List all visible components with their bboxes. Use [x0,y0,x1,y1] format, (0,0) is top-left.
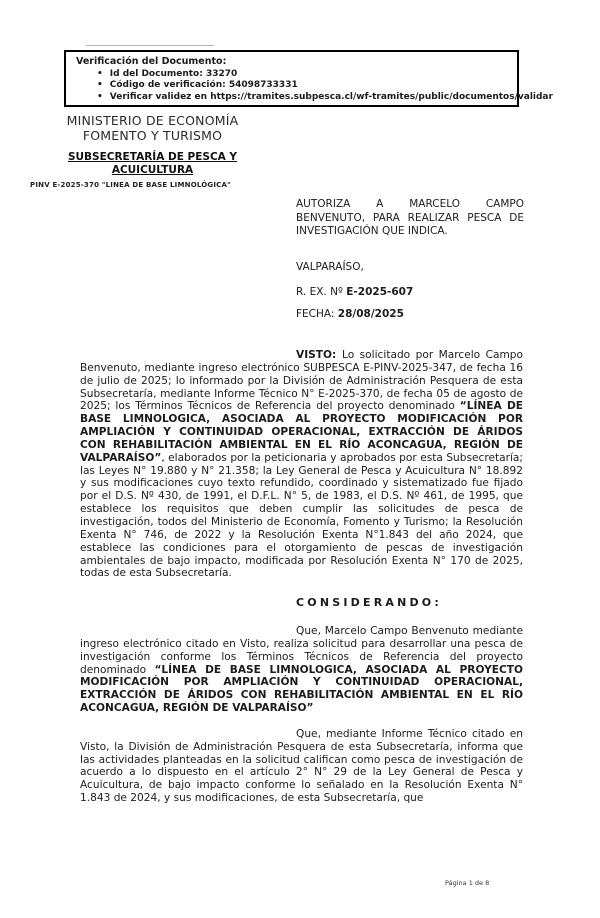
considerando-heading: CONSIDERANDO: [296,596,442,610]
date-value: 28/08/2025 [337,308,404,320]
date-line [296,308,404,320]
ministry-header [45,113,260,143]
resolution-number: E-2025-607 [346,286,414,298]
resolution-number-line [296,286,413,298]
verification-item-url: • Verificar validez en https://tramites.subpesca.cl/wf-tramites/public/documentos/validar [110,92,511,104]
ministry-line-1: MINISTERIO DE ECONOMÍA [66,113,239,128]
visto-paragraph [80,349,523,580]
resolution-label: R. EX. Nº [296,286,347,298]
visto-text-2: , elaborados por la peticionaria y aprobados por esta Subsecretaría; las Leyes N° 19.880 y N° 21.358; la Ley General de Pesca y Acuicultura N° 18.892 y sus modificaciones cuyo texto refundido, coordinado y sistematizado fue fijado por el D.S. Nº 430, de 1991, el D.F.L. N° 5, de 1983, el D.S. Nº 461, de 1995, que establece los requisitos que deben cumplir las solicitudes de pesca de investigación, todos del Ministerio de Economía, Fomento y Turismo; la Resolución Exenta N° 746, de 2022 y la Resolución Exenta N°1.843 del año 2024, que establece las condiciones para el otorgamiento de pescas de investigación ambientales de bajo impacto, modificada por Resolución Exenta N° 170 de 2025, todas de esta Subsecretaría. [80,451,523,580]
city-line: VALPARAÍSO, [296,261,364,273]
considerando-1-text: Que, Marcelo Campo Benvenuto mediante ingreso electrónico citado en Visto, realiza solicitud para desarrollar una pesca de investigación conforme los Términos Técnicos de Referencia del proyecto denominado [80,625,523,676]
project-reference: PINV E-2025-370 "LINEA DE BASE LIMNOLÓGICA" [30,181,231,189]
ministry-line-2: FOMENTO Y TURISMO [82,128,223,143]
subsecretaria-line-2: ACUICULTURA [111,164,194,176]
page-number: Página 1 de 8 [445,879,490,887]
verification-item-document-id: • Id del Documento: 33270 [110,69,511,81]
verification-title: Verificación del Documento: [76,56,227,67]
visto-project-title: “LÍNEA DE BASE LIMNOLOGICA, ASOCIADA AL PROYECTO MODIFICACIÓN POR AMPLIACIÓN Y CONTINUIDAD OPERACIONAL, EXTRACCIÓN DE ÁRIDOS CON REHABILITACIÓN AMBIENTAL EN EL RÍO ACONCAGUA, REGIÓN DE VALPARAÍSO” [80,400,523,464]
visto-label: VISTO: [296,349,343,361]
verification-box [64,50,553,107]
considerando-paragraph-1 [80,625,523,715]
resolution-summary: AUTORIZA A MARCELO CAMPO BENVENUTO, PARA REALIZAR PESCA DE INVESTIGACIÓN QUE INDICA. [296,198,524,237]
considerando-paragraph-2: Que, mediante Informe Técnico citado en Visto, la División de Administración Pesquera de esta Subsecretaría, informa que las actividades planteadas en la solicitud califican como pesca de investigación de acuerdo a lo dispuesto en el artículo 2° N° 29 de la Ley General de Pesca y Acuicultura, de bajo impacto conforme lo señalado en la Resolución Exenta N° 1.843 de 2024, y sus modificaciones, de esta Subsecretaría, que [80,727,523,805]
verification-list [76,68,553,104]
visto-text-1: Lo solicitado por Marcelo Campo Benvenuto, mediante ingreso electrónico SUBPESCA E-PINV-2025-347, de fecha 16 de julio de 2025; lo informado por la División de Administración Pesquera de esta Subsecretaría, mediante Informe Técnico N° E-2025-370, de fecha 05 de agosto de 2025; los Términos Técnicos de Referencia del proyecto denominado [80,349,523,413]
subsecretaria-header [45,151,260,177]
considerando-1-project-title: “LÍNEA DE BASE LIMNOLOGICA, ASOCIADA AL PROYECTO MODIFICACIÓN POR AMPLIACIÓN Y CONTINUIDAD OPERACIONAL, EXTRACCIÓN DE ÁRIDOS CON REHABILITACIÓN AMBIENTAL EN EL RÍO ACONCAGUA, REGIÓN DE VALPARAÍSO” [80,663,523,715]
document-body [80,349,523,805]
subsecretaria-line-1: SUBSECRETARÍA DE PESCA Y [67,151,238,163]
date-label: FECHA: [296,308,338,320]
verification-item-code: • Código de verificación: 54098733331 [110,80,511,92]
scan-artifact-line [86,45,214,46]
